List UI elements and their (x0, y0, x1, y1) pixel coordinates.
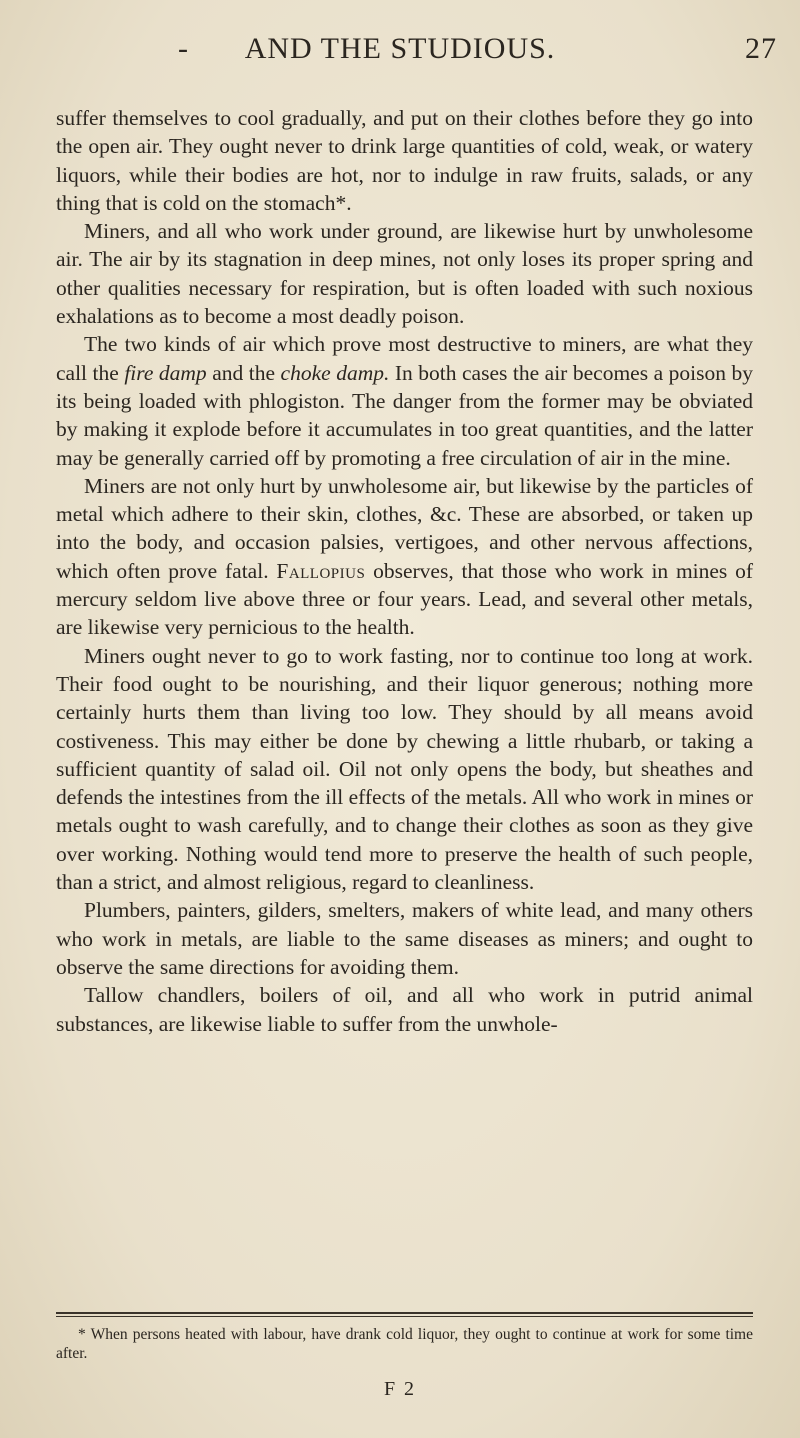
footnote-rule-thin (56, 1316, 753, 1317)
paragraph-4-text-a: Miners are not only hurt by unwholesome air, but likewise by the particles of metal which adhere to their skin, clothes, &c. These are absorbed, or taken up into the body, and occasion palsies, vertigoes, and other nervous affections, which often prove fatal. (56, 473, 753, 583)
paragraph-6: Plumbers, painters, gilders, smelters, makers of white lead, and many others who work in metals, are liable to the same diseases as miners; and ought to observe the same directions for avoiding them. (56, 898, 753, 979)
paragraph-5: Miners ought never to go to work fasting, nor to continue too long at work. Their food ought to be nourishing, and their liquor generous; nothing more certainly hurts them than living too low. They should by all means avoid costiveness. This may either be done by chewing a little rhubarb, or taking a sufficient quantity of salad oil. Oil not only opens the body, but sheathes and defends the intestines from the ill effects of the metals. All who work in mines or metals ought to wash carefully, and to change their clothes as soon as they give over working. Nothing would tend more to preserve the health of such people, than a strict, and almost religious, regard to cleanliness. (56, 643, 754, 895)
paragraph-1: suffer themselves to cool gradually, and put on their clothes before they go into the open air. They ought never to drink large quantities of cold, weak, or watery liquors, while their bodies are hot, nor to indulge in raw fruits, salads, or any thing that is cold on the stomach*. (56, 106, 753, 215)
body-text (56, 104, 753, 1038)
choke-damp-term: choke damp. (280, 360, 390, 385)
header-dash: - (178, 32, 189, 65)
paragraph-3 (56, 330, 753, 471)
paragraph-2: Miners, and all who work under ground, are likewise hurt by unwholesome air. The air by its stagnation in deep mines, not only loses its proper spring and other qualities necessary for respiration, but is often loaded with such noxious exhalations as to become a most deadly poison. (56, 219, 753, 329)
paragraph-3-text-b: and the (206, 360, 281, 385)
paragraph-3-text-c: In both cases the air becomes a poison by its being loaded with phlogiston. The danger from the former may be obviated by making it explode before it accumulates in too great quantities, and the latter may be generally carried off by promoting a free circulation of air in the mine. (56, 360, 753, 470)
page-number: 27 (745, 32, 777, 65)
paragraph-4 (56, 472, 753, 642)
paragraph-4-text-b: observes, that those who work in mines of mercury seldom live above three or four years. Lead, and several other metals, are likewise very pernicious to the health. (56, 558, 753, 640)
footnote (56, 1325, 753, 1363)
footnote-rule (56, 1312, 753, 1314)
author-fallopius: Fallopius (276, 558, 366, 583)
paragraph-7: Tallow chandlers, boilers of oil, and all who work in putrid animal substances, are likewise liable to suffer from the unwhole- (56, 983, 753, 1036)
footnote-text: * When persons heated with labour, have drank cold liquor, they ought to continue at work for some time after. (56, 1326, 753, 1362)
signature-mark: F 2 (383, 1378, 417, 1400)
running-title: AND THE STUDIOUS. (244, 32, 556, 65)
paragraph-3-text-a: The two kinds of air which prove most destructive to miners, are what they call the (56, 332, 753, 385)
fire-damp-term: fire damp (124, 360, 207, 385)
